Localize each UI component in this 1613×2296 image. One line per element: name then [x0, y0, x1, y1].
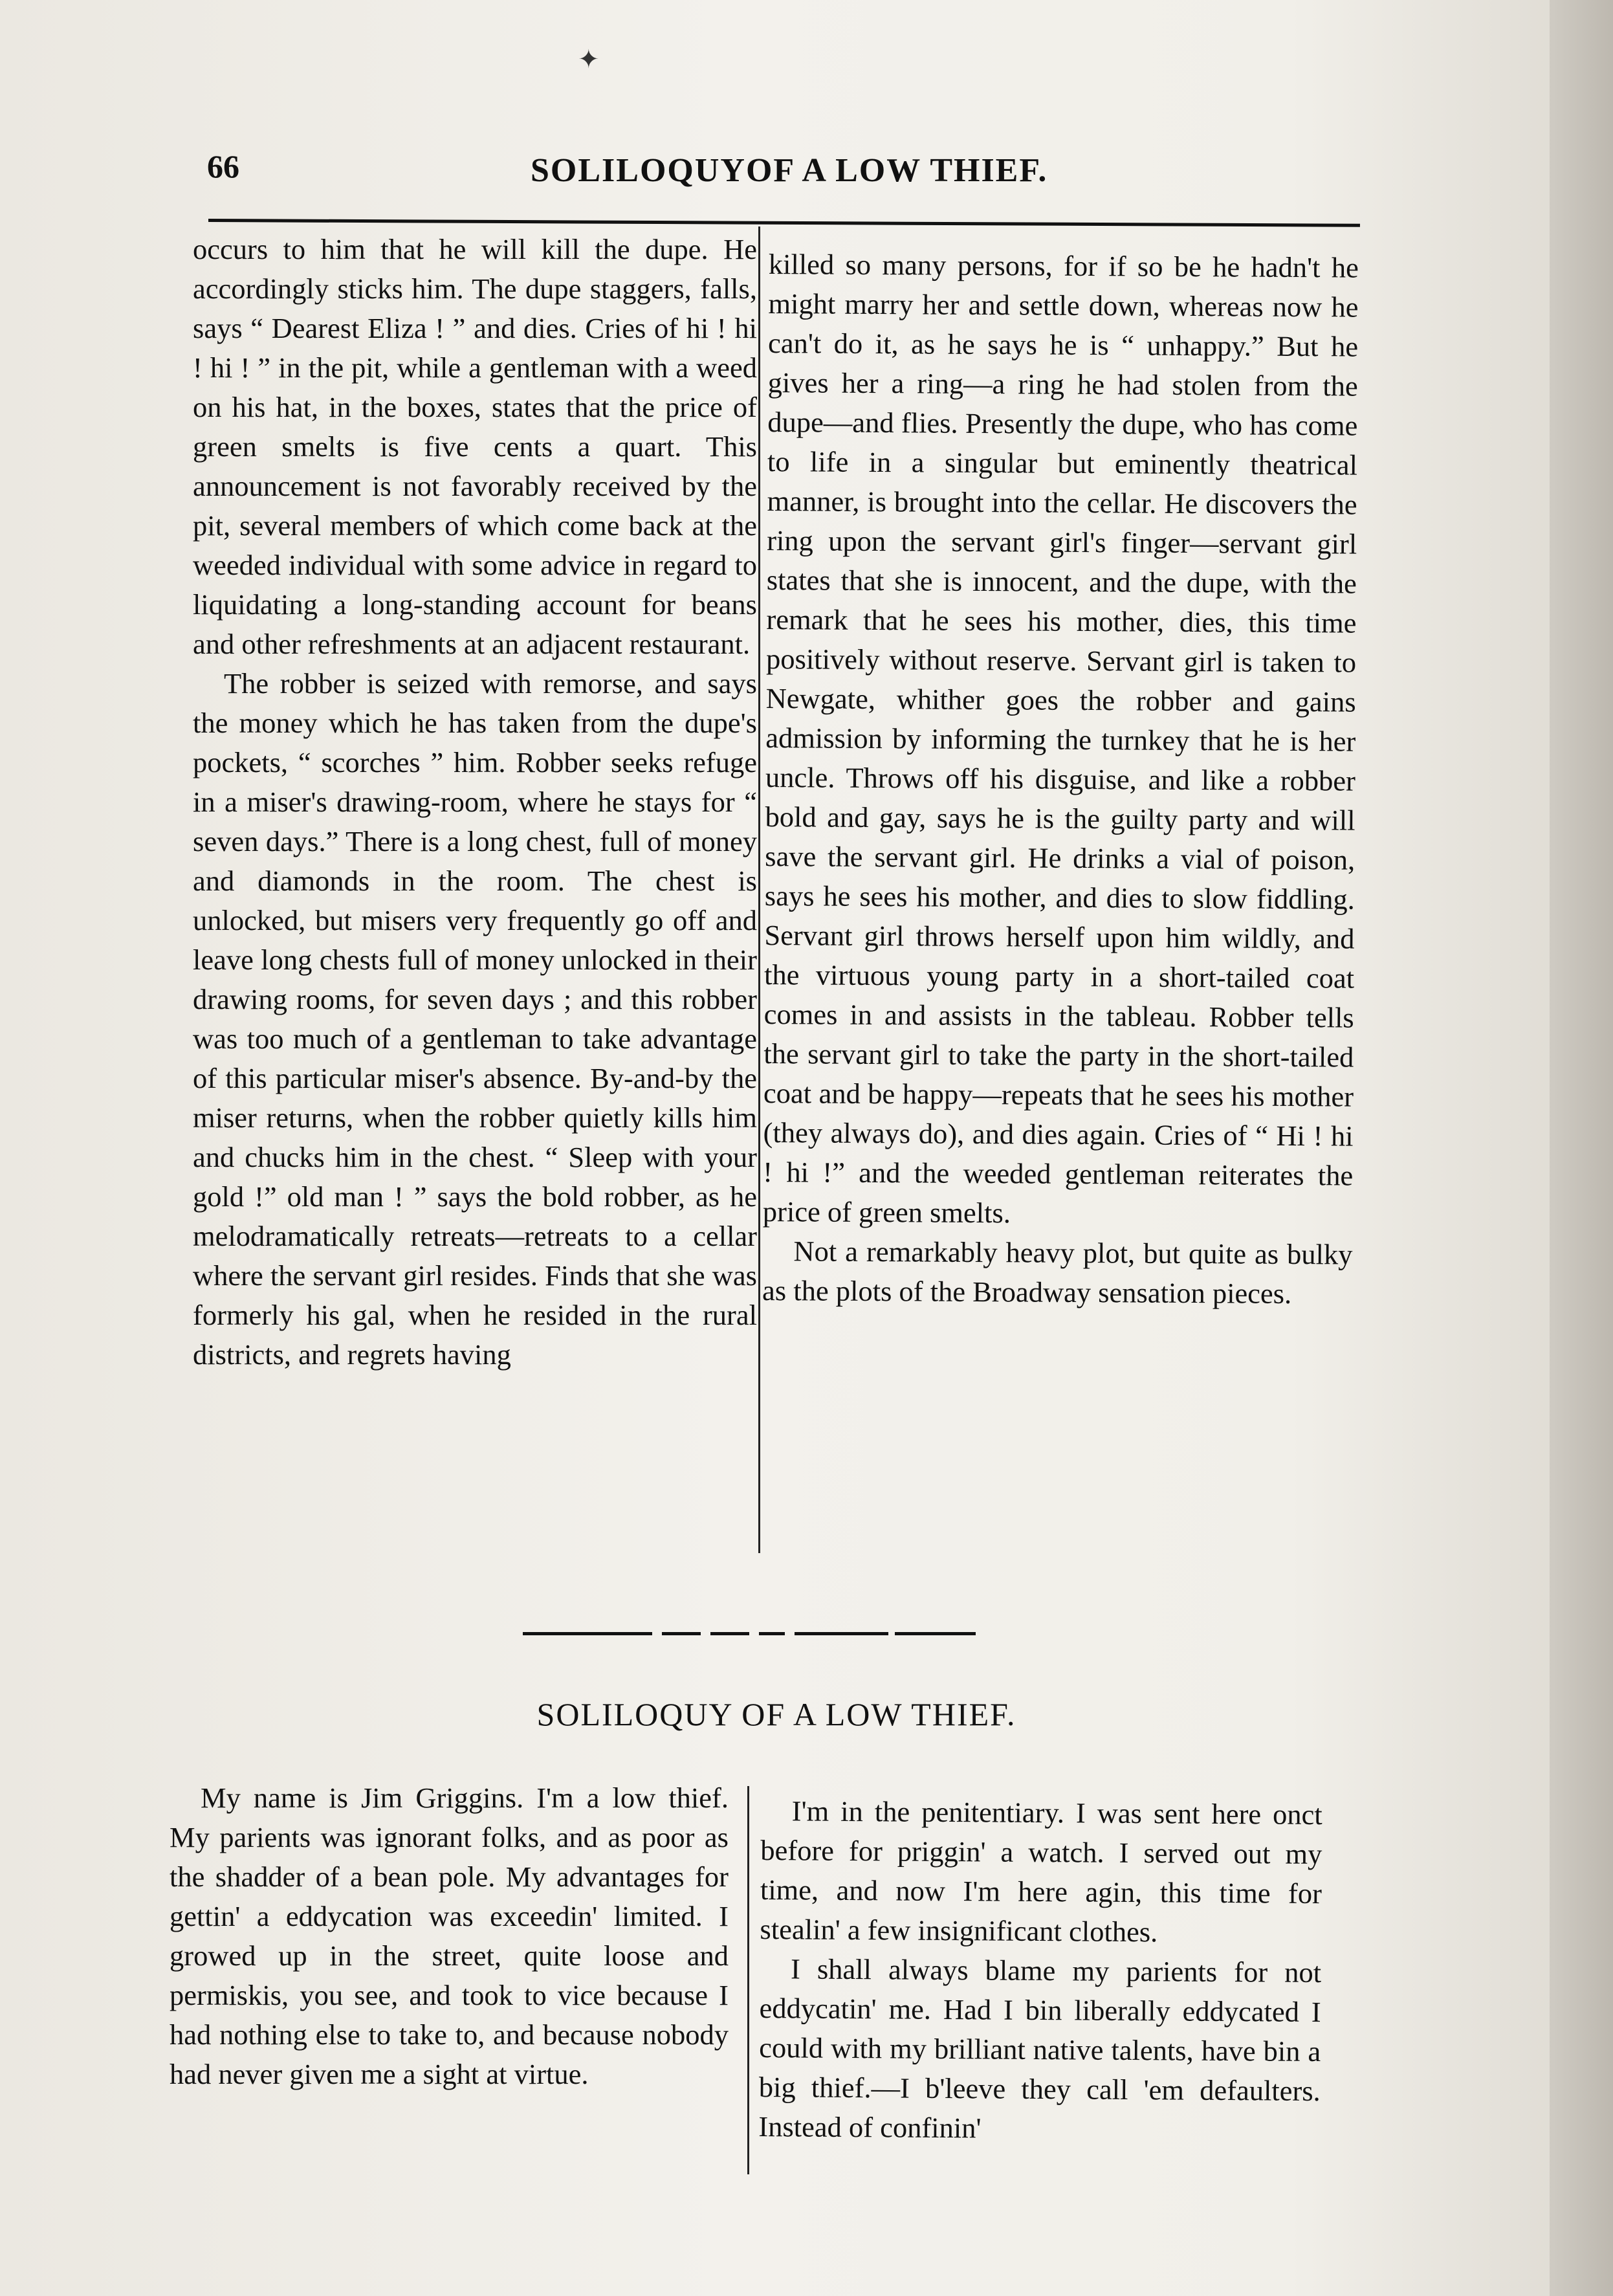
page-edge-shadow	[1550, 0, 1613, 2296]
page-header	[194, 148, 1359, 206]
paragraph: occurs to him that he will kill the dupe. He accordingly sticks him. The dupe staggers, falls, says “ Dearest Eliza ! ” and dies. Cries of hi ! hi ! hi ! ” in the pit, while a gentleman with a weed on his hat, in the boxes, states that the price of green smelts is five cents a quart. This announcement is not favorably received by the pit, several members of which come back at the weeded individual with some advice in regard to liquidating a long-standing account for beans and other refreshments at an adjacent restaurant.	[193, 233, 757, 660]
column-divider-top	[758, 226, 760, 1553]
bottom-right-column	[758, 1791, 1322, 2150]
page-number: 66	[207, 148, 239, 184]
paragraph: I'm in the penitentiary. I was sent here onct before for priggin' a watch. I served out my time, and now I'm here agin, this time for stealin' a few insignificant clothes.	[760, 1794, 1322, 1948]
section-title: SOLILOQUY OF A LOW THIEF.	[536, 1696, 1016, 1732]
top-right-column	[762, 245, 1359, 1314]
column-divider-bottom	[747, 1786, 749, 2174]
bottom-left-column	[170, 1778, 729, 2094]
top-left-column	[193, 230, 757, 1374]
paragraph: Not a remarkably heavy plot, but quite as bulky as the plots of the Broadway sensation pieces.	[762, 1235, 1353, 1310]
paragraph: My name is Jim Griggins. I'm a low thief. My parients was ignorant folks, and as poor as the shadder of a bean pole. My advantages for gettin' a eddycation was exceedin' limited. I growed up in the street, quite loose and permiskis, you see, and took to vice because I had nothing else to take to, and because nobody had never given me a sight at virtue.	[170, 1782, 729, 2090]
running-title: SOLILOQUYOF A LOW THIEF.	[531, 152, 1048, 189]
section-separator	[523, 1632, 976, 1639]
ink-mark: ✦	[578, 45, 600, 74]
paragraph: killed so many persons, for if so be he hadn't he might marry her and settle down, whereas now he can't do it, as he says he is “ unhappy.” But he gives her a ring—a ring he had stolen from the dupe—and flies. Presently the dupe, who has come to life in a singular but eminently theatrical manner, is brought into the cellar. He discovers the ring upon the servant girl's finger—servant girl states that she is innocent, and the dupe, with the remark that he sees his mother, dies, this time positively without reserve. Servant girl is taken to Newgate, whither goes the robber and gains admission by informing the turnkey that he is her uncle. Throws off his disguise, and like a robber bold and gay, says he is the guilty party and will save the servant girl. He drinks a vial of poison, says he sees his mother, and dies to slow fiddling. Servant girl throws herself upon him wildly, and the virtuous young party in a short-tailed coat comes in and assists in the tableau. Robber tells the servant girl to take the party in the short-tailed coat and be happy—repeats that he sees his mother (they always do), and dies again. Cries of “ Hi ! hi ! hi !” and the weeded gentleman reiterates the price of green smelts.	[762, 247, 1359, 1230]
paragraph: The robber is seized with remorse, and says the money which he has taken from the dupe's pockets, “ scorches ” him. Robber seeks refuge in a miser's drawing-room, where he stays for “ seven days.” There is a long chest, full of money and diamonds in the room. The chest is unlocked, but misers very frequently go off and leave long chests full of money unlocked in their drawing rooms, for seven days ; and this robber was too much of a gentleman to take advantage of this particular miser's absence. By-and-by the miser returns, when the robber quietly kills him and chucks him in the chest. “ Sleep with your gold !” old man ! ” says the bold robber, as he melodramatically retreats—retreats to a cellar where the servant girl resides. Finds that she was formerly his gal, when he resided in the rural districts, and regrets having	[193, 667, 757, 1371]
paragraph: I shall always blame my parients for not eddycatin' me. Had I bin liberally eddycated I could with my brilliant native talents, have bin a big thief.—I b'leeve they call 'em defaulters. Instead of confinin'	[758, 1952, 1322, 2145]
